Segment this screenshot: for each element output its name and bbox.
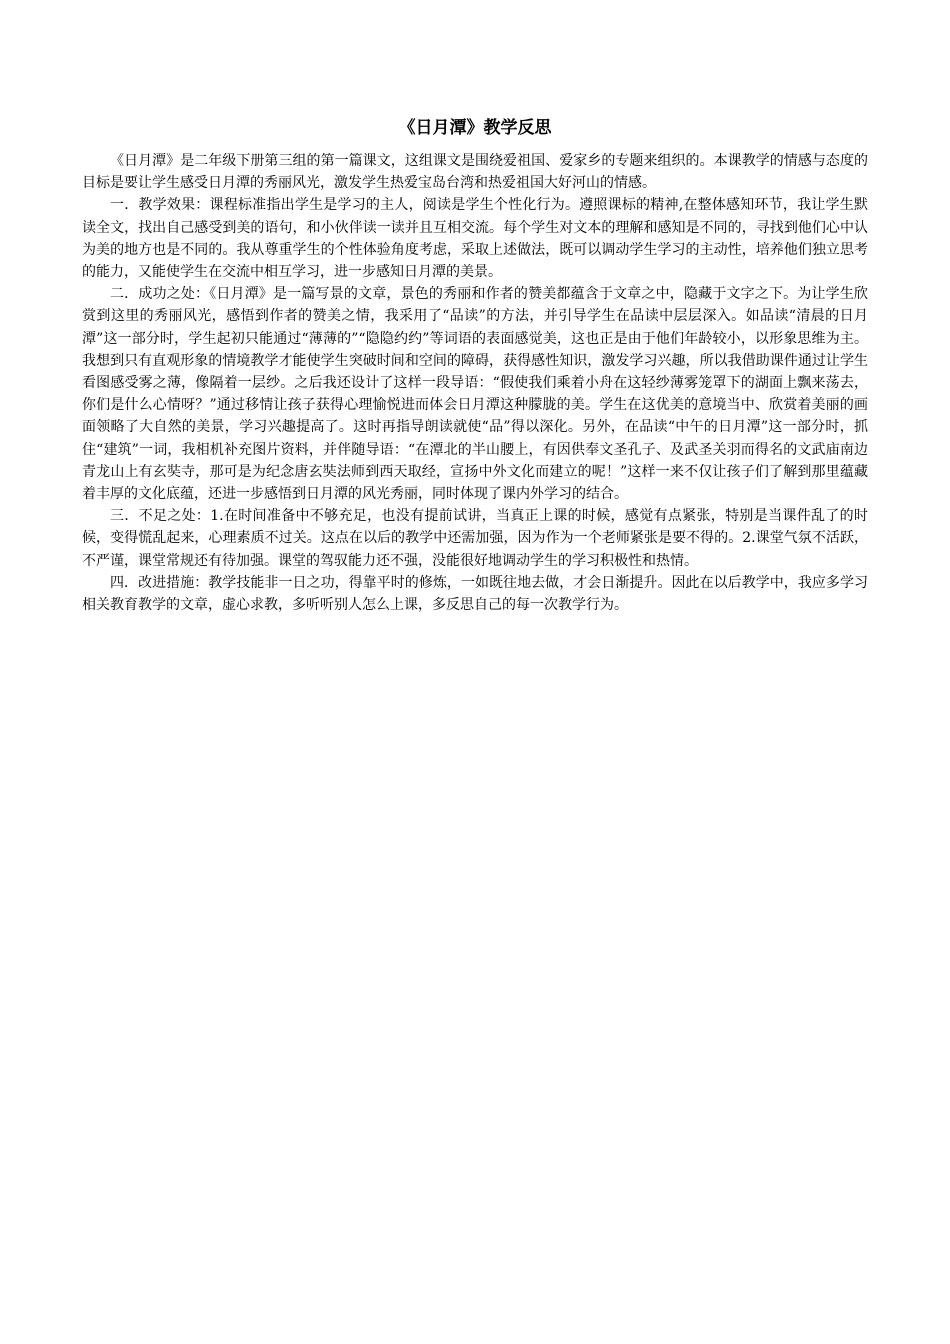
paragraph-successes: 二．成功之处：《日月潭》是一篇写景的文章，景色的秀丽和作者的赞美都蕴含于文章之中，隐藏于文字之下。为让学生欣赏到这里的秀丽风光，感悟到作者的赞美之情，我采用了“品读”的方法，并引导学生在品读中层层深入。如品读“清晨的日月潭”这一部分时，学生起初只能通过“薄薄的”“隐隐约约”等词语的表面感觉美，这也正是由于他们年龄较小，以形象思维为主。我想到只有直观形象的情境教学才能使学生突破时间和空间的障碍，获得感性知识，激发学习兴趣，所以我借助课件通过让学生看图感受雾之薄，像隔着一层纱。之后我还设计了这样一段导语：“假使我们乘着小舟在这轻纱薄雾笼罩下的湖面上飘来荡去，你们是什么心情呀？”通过移情让孩子获得心理愉悦进而体会日月潭这种朦胧的美。学生在这优美的意境当中、欣赏着美丽的画面领略了大自然的美景，学习兴趣提高了。这时再指导朗读就使“品”得以深化。另外，在品读“中午的日月潭”这一部分时，抓住“建筑”一词，我相机补充图片资料，并伴随导语：“在潭北的半山腰上，有因供奉文圣孔子、及武圣关羽而得名的文武庙南边青龙山上有玄奘寺，那可是为纪念唐玄奘法师到西天取经，宣扬中外文化而建立的呢！”这样一来不仅让孩子们了解到那里蕴藏着丰厚的文化底蕴，还进一步感悟到日月潭的风光秀丽，同时体现了课内外学习的结合。 [82,286,868,503]
paragraph-teaching-effect: 一．教学效果：课程标准指出学生是学习的主人，阅读是学生个性化行为。遵照课标的精神,在整体感知环节，我让学生默读全文，找出自己感受到美的语句，和小伙伴读一读并且互相交流。每个学生对文本的理解和感知是不同的，寻找到他们心中认为美的地方也是不同的。我从尊重学生的个性体验角度考虑，采取上述做法，既可以调动学生学习的主动性，培养他们独立思考的能力，又能使学生在交流中相互学习，进一步感知日月潭的美景。 [82,197,868,281]
document-title: 《日月潭》教学反思 [398,118,552,138]
paragraph-shortcomings: 三．不足之处：1.在时间准备中不够充足，也没有提前试讲，当真正上课的时候，感觉有点紧张，特别是当课件乱了的时候，变得慌乱起来，心理素质不过关。这点在以后的教学中还需加强，因为作为一个老师紧张是要不得的。2.课堂气氛不活跃，不严谨，课堂常规还有待加强。课堂的驾驭能力还不强，没能很好地调动学生的学习积极性和热情。 [82,508,868,569]
paragraph-intro: 《日月潭》是二年级下册第三组的第一篇课文，这组课文是围绕爱祖国、爱家乡的专题来组织的。本课教学的情感与态度的目标是要让学生感受日月潭的秀丽风光，激发学生热爱宝岛台湾和热爱祖国大好河山的情感。 [82,153,868,192]
document-body [82,150,868,616]
paragraph-improvements: 四．改进措施：教学技能非一日之功，得靠平时的修炼，一如既往地去做，才会日渐提升。因此在以后教学中，我应多学习相关教育教学的文章，虚心求教，多听听别人怎么上课，多反思自己的每一次教学行为。 [82,574,868,614]
